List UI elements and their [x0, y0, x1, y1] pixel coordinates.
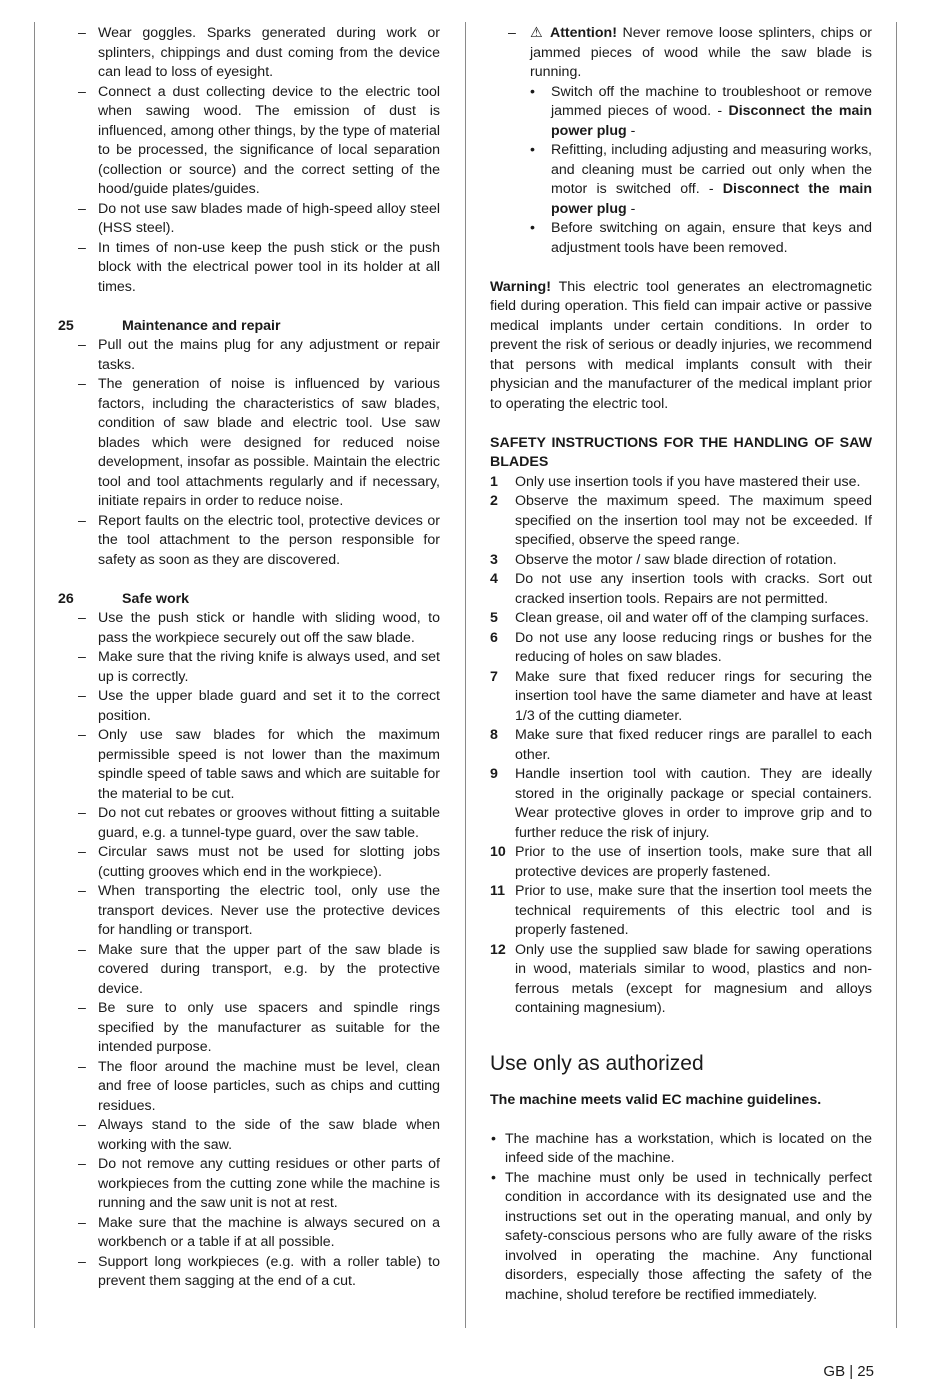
section-title: Maintenance and repair: [122, 317, 281, 334]
item-number: 3: [490, 551, 498, 568]
column-divider-rule: [465, 22, 466, 1328]
item-number: 2: [490, 493, 498, 509]
item-number: 7: [490, 668, 498, 685]
section-25-heading: [58, 317, 440, 337]
bullet-tail: -: [626, 200, 636, 217]
list-item: – The floor around the machine must be level, clean and free of loose particles, such as chips and cutting residues.: [58, 1058, 440, 1117]
item-text: Make sure that fixed reducer rings for securing the insertion tool have the same diameter and have at least 1/3 of the cutting diameter.: [515, 668, 872, 724]
list-item: – Use the push stick or handle with sliding wood, to pass the workpiece securely out off the saw blade.: [58, 609, 440, 648]
list-item: – When transporting the electric tool, only use the transport devices. Never use the protective devices for handling or transport.: [58, 882, 440, 941]
list-item: – Only use saw blades for which the maximum permissible speed is not lower than the maximum spindle speed of table saws and which are suitable for the material to be cut.: [58, 726, 440, 804]
list-item: – Be sure to only use spacers and spindle rings specified by the manufacturer as suitable for the intended purpose.: [58, 999, 440, 1058]
item-number: 5: [490, 610, 498, 626]
numbered-item: [490, 765, 872, 843]
item-number: 12: [490, 941, 506, 958]
item-text: Only use insertion tools if you have mastered their use.: [515, 473, 861, 490]
list-item: – Wear goggles. Sparks generated during work or splinters, chippings and dust coming from the device can lead to loss of eyesight.: [58, 24, 440, 83]
numbered-item: [490, 726, 872, 765]
item-number: 10: [490, 844, 506, 860]
list-item: • The machine has a workstation, which is located on the infeed side of the machine.: [490, 1130, 872, 1169]
item-text: Clean grease, oil and water off of the clamping surfaces.: [515, 610, 869, 626]
item-number: 8: [490, 727, 498, 743]
bullet-tail: -: [626, 122, 636, 139]
list-item: – Make sure that the machine is always secured on a workbench or a table if at all possible.: [58, 1214, 440, 1253]
left-column: [58, 24, 440, 1292]
list-item: – Make sure that the riving knife is always used, and set up is correctly.: [58, 648, 440, 687]
authorized-use-subtitle: The machine meets valid EC machine guidelines.: [490, 1091, 822, 1108]
numbered-item: [490, 570, 872, 609]
attention-bullet: [490, 83, 872, 142]
right-column: [490, 24, 872, 1305]
item-number: 1: [490, 473, 498, 490]
item-text: Prior to use, make sure that the insertion tool meets the technical requirements of this electric tool and is properly fastened.: [515, 883, 872, 938]
intro-list: [58, 24, 440, 297]
bullet-bold: Disconnect the main power plug: [551, 103, 872, 139]
section-number: 25: [58, 317, 74, 334]
bullet-text: Refitting, including adjusting and measuring works, and cleaning must be carried out only when the motor is switched off. -: [551, 142, 872, 197]
bullet-text: Switch off the machine to troubleshoot or remove jammed pieces of wood. -: [551, 83, 872, 119]
list-dash: –: [508, 25, 516, 41]
item-text: Handle insertion tool with caution. They are ideally stored in the originally package or special containers. Wear protective gloves in order to improve grip and to further reduce the risk of injury.: [515, 766, 872, 841]
list-item: – Do not use saw blades made of high-speed alloy steel (HSS steel).: [58, 200, 440, 239]
left-margin-rule: [34, 22, 35, 1328]
item-number: 11: [490, 883, 505, 899]
list-item: – The generation of noise is influenced by various factors, including the characteristics of saw blades, condition of saw blade and electric tool. Use saw blades which were designed for reduced noise development, insofar as possible. Maintain the electric tool and tool attachments regularly and if necessary, initiate repairs in order to reduce noise.: [58, 375, 440, 512]
numbered-item: [490, 941, 872, 1019]
list-item: • The machine must only be used in technically perfect condition in accordance with its designated use and the instructions set out in the operating manual, and only by safety-conscious persons who are fully aware of the risks involved in operating the machine. Any functional disorders, especially those affecting the safety of the machine, sholud terefore be rectified immediately.: [490, 1169, 872, 1306]
section-25-list: [58, 336, 440, 570]
right-margin-rule: [896, 22, 897, 1328]
item-number: 6: [490, 629, 498, 646]
list-item: – Support long workpieces (e.g. with a roller table) to prevent them sagging at the end of a cut.: [58, 1253, 440, 1292]
attention-note: [490, 24, 872, 83]
list-item: – Use the upper blade guard and set it to the correct position.: [58, 687, 440, 726]
attention-text: Never remove loose splinters, chips or jammed pieces of wood while the saw blade is running.: [530, 25, 872, 80]
list-item: – Make sure that the upper part of the saw blade is covered during transport, e.g. by the protective device.: [58, 941, 440, 1000]
warning-triangle-icon: ⚠: [530, 25, 545, 41]
item-number: 4: [490, 571, 498, 587]
item-text: Make sure that fixed reducer rings are parallel to each other.: [515, 727, 872, 763]
list-item: – Do not cut rebates or grooves without fitting a suitable guard, e.g. a tunnel-type guard, over the saw table.: [58, 804, 440, 843]
numbered-item: [490, 882, 872, 941]
item-number: 9: [490, 766, 498, 782]
item-text: Observe the maximum speed. The maximum speed specified on the insertion tool may not be exceeded. If specified, observe the speed range.: [515, 493, 872, 548]
list-item: – Pull out the mains plug for any adjustment or repair tasks.: [58, 336, 440, 375]
attention-bullet: [490, 141, 872, 219]
item-text: Observe the motor / saw blade direction of rotation.: [515, 551, 837, 568]
warning-paragraph: [490, 278, 872, 415]
item-text: Do not use any loose reducing rings or bushes for the reducing of holes on saw blades.: [515, 629, 872, 665]
numbered-item: [490, 668, 872, 727]
item-text: Only use the supplied saw blade for sawing operations in wood, materials similar to wood, plastics and non-ferrous metals (except for magnesium and alloys containing magnesium).: [515, 941, 872, 1016]
saw-blades-heading: SAFETY INSTRUCTIONS FOR THE HANDLING OF SAW BLADES: [490, 434, 872, 470]
list-item: – Connect a dust collecting device to the electric tool when sawing wood. The emission of dust is influenced, among other things, by the type of material to be processed, the significance of local separation (collection or source) and the correct setting of the hood/guide plates/guides.: [58, 83, 440, 200]
list-item: – Circular saws must not be used for slotting jobs (cutting grooves which end in the workpiece).: [58, 843, 440, 882]
warning-label: Warning!: [490, 278, 551, 295]
numbered-item: [490, 843, 872, 882]
list-item: – In times of non-use keep the push stick or the push block with the electrical power tool in its holder at all times.: [58, 239, 440, 298]
bullet-bold: Disconnect the main power plug: [551, 181, 872, 217]
item-text: Do not use any insertion tools with cracks. Sort out cracked insertion tools. Repairs are not permitted.: [515, 571, 872, 607]
list-item: – Report faults on the electric tool, protective devices or the tool attachment to the person responsible for safety as soon as they are discovered.: [58, 512, 440, 571]
warning-text: This electric tool generates an electromagnetic field during operation. This field can impair active or passive medical implants under certain conditions. In order to prevent the risk of serious or deadly injuries, we recommend that persons with medical implants consult with their physician and the manufacturer of the medical implant prior to operating the electric tool.: [490, 278, 872, 412]
saw-blades-list: [490, 473, 872, 1019]
attention-label: Attention!: [549, 25, 617, 41]
numbered-item: [490, 629, 872, 668]
bullet-text: Before switching on again, ensure that keys and adjustment tools have been removed.: [551, 220, 872, 256]
authorized-use-title: Use only as authorized: [490, 1051, 704, 1075]
section-26-heading: [58, 590, 440, 610]
list-item: – Always stand to the side of the saw blade when working with the saw.: [58, 1116, 440, 1155]
numbered-item: [490, 609, 872, 629]
section-title: Safe work: [122, 590, 190, 607]
list-item: – Do not remove any cutting residues or other parts of workpieces from the cutting zone while the machine is running and the saw unit is not at rest.: [58, 1155, 440, 1214]
section-26-list: [58, 609, 440, 1292]
numbered-item: [490, 473, 872, 493]
section-number: 26: [58, 590, 74, 607]
numbered-item: [490, 492, 872, 551]
attention-bullet: [490, 219, 872, 258]
item-text: Prior to the use of insertion tools, make sure that all protective devices are properly fastened.: [515, 844, 872, 880]
numbered-item: [490, 551, 872, 571]
page-number: GB | 25: [823, 1363, 874, 1380]
